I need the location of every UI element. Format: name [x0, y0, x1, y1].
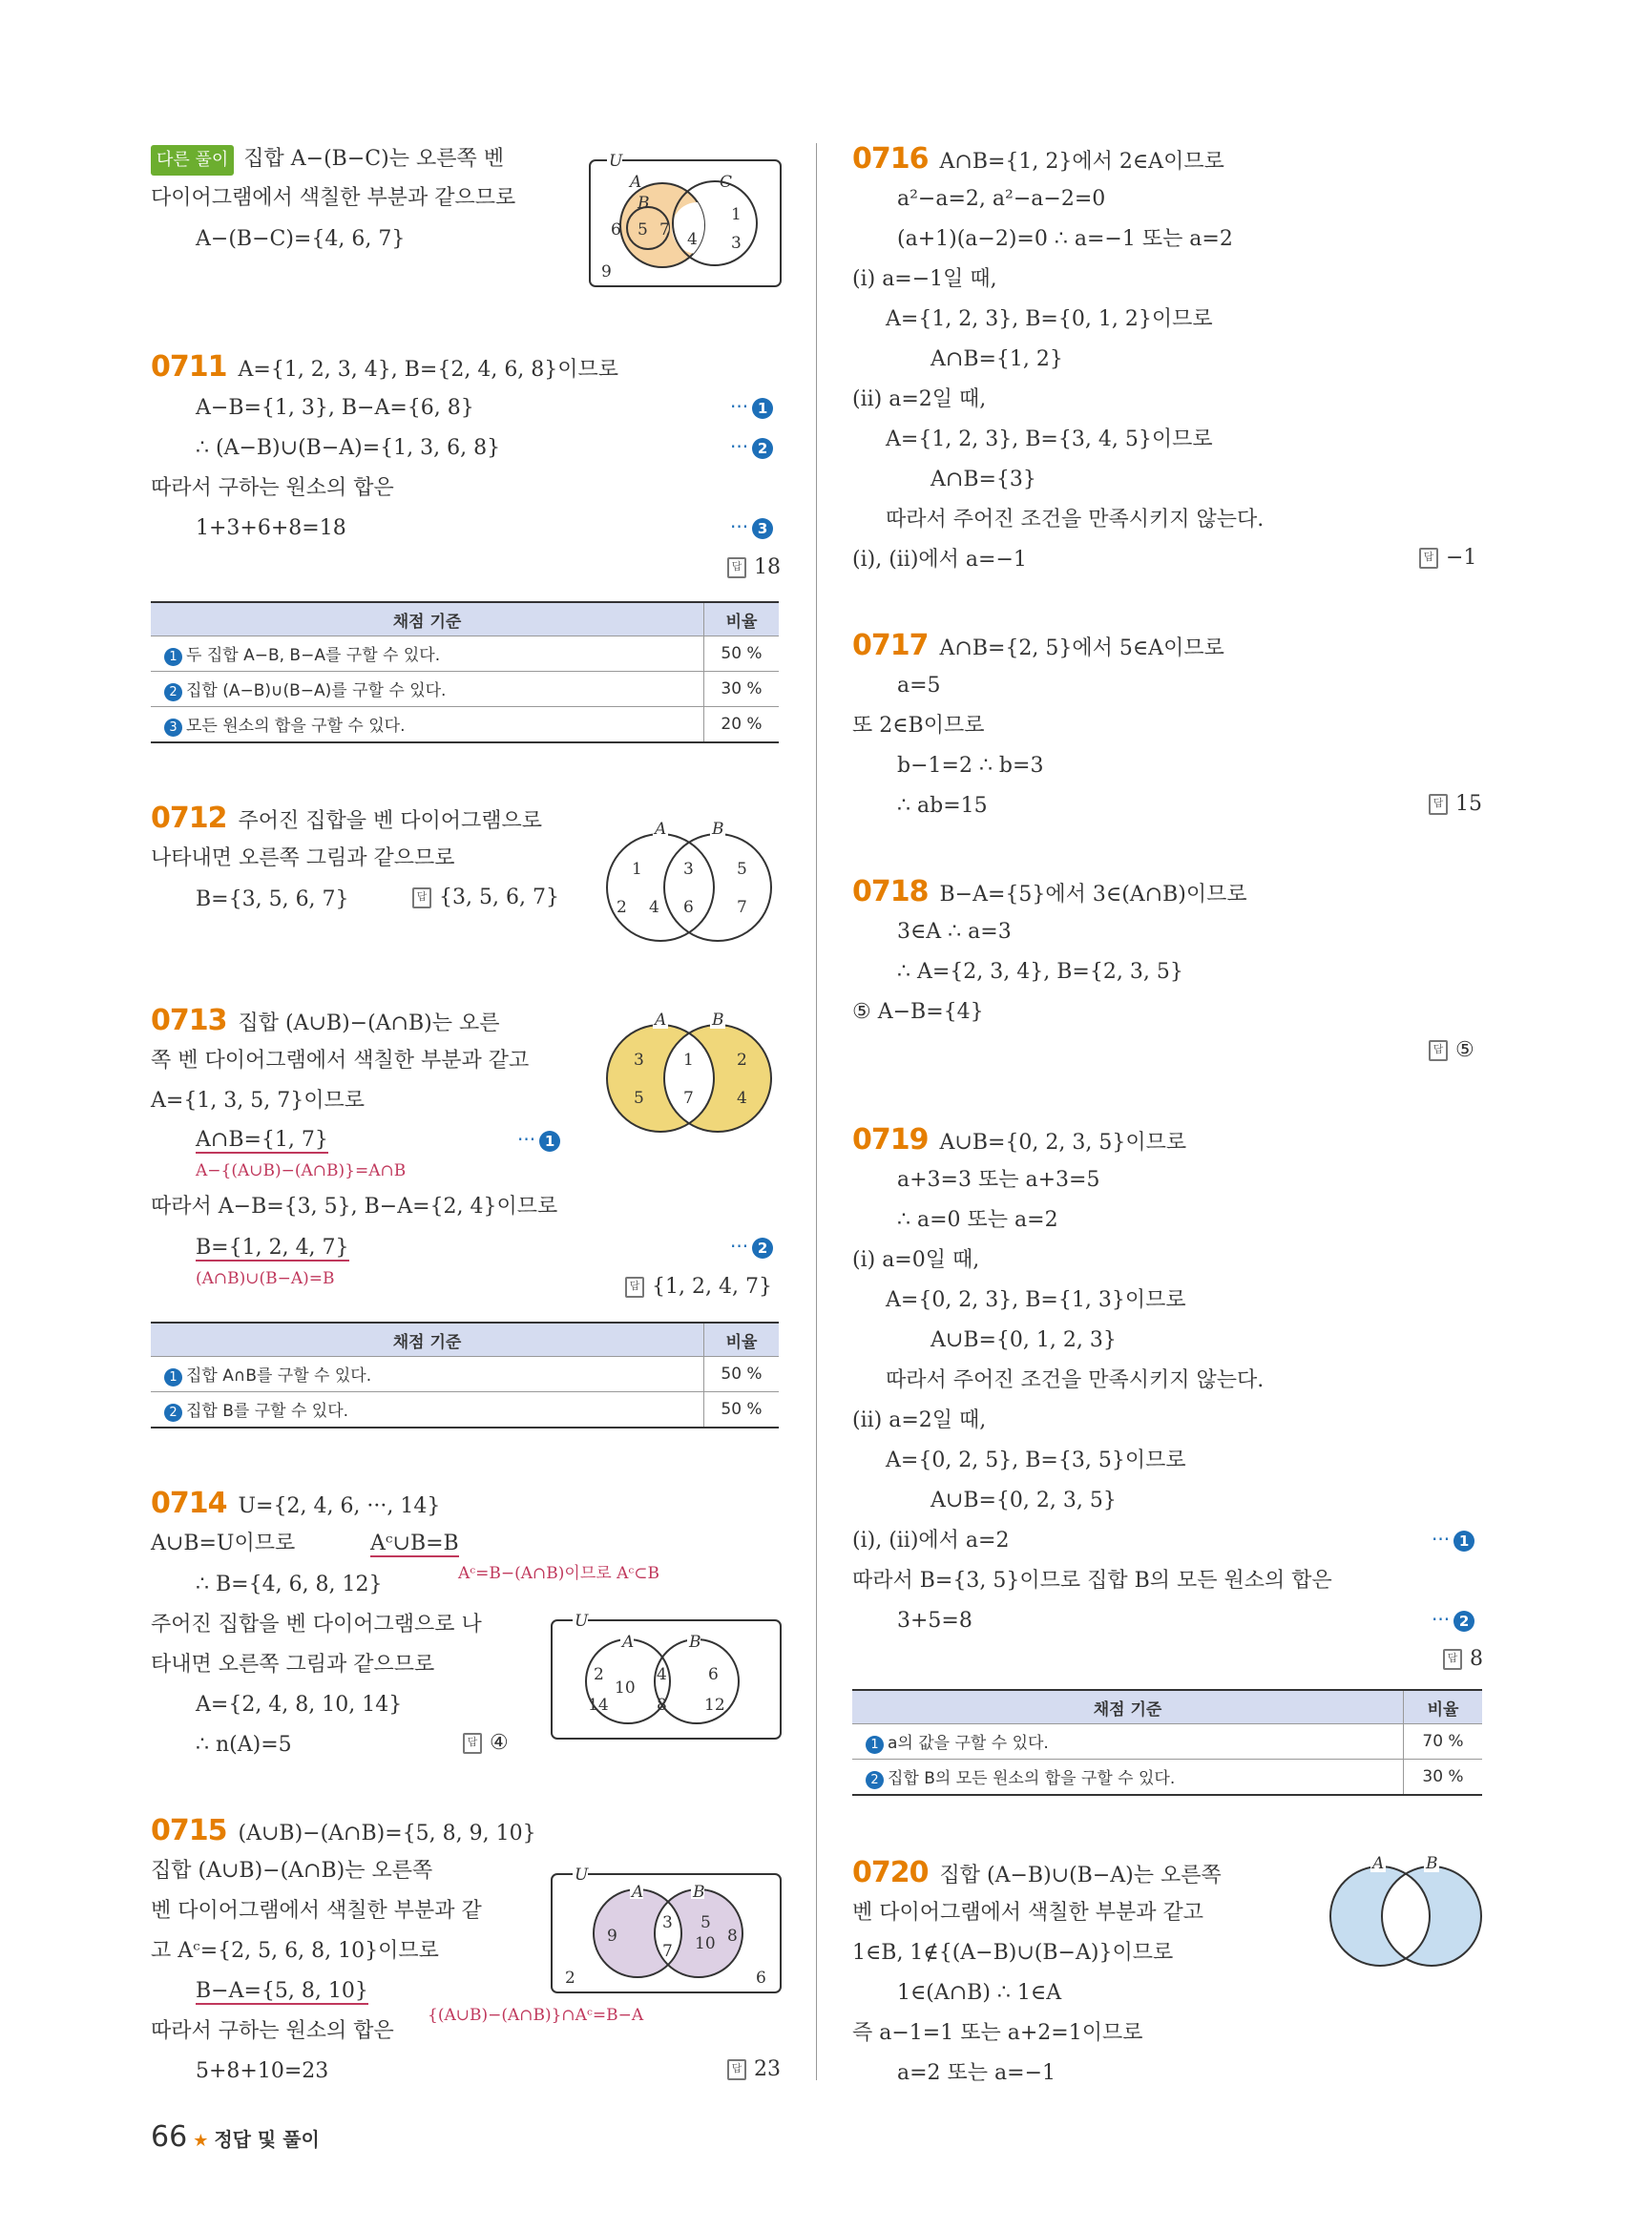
alt-solution-badge: 다른 풀이	[151, 145, 234, 176]
problem-number: 0716	[852, 142, 929, 176]
svg-text:7: 7	[659, 220, 670, 240]
answer: 답 8	[1443, 1647, 1483, 1671]
svg-text:6: 6	[611, 220, 621, 240]
annotation-note: Aᶜ=B−(A∩B)이므로 Aᶜ⊂B	[458, 1564, 659, 1583]
problem-number: 0712	[151, 802, 227, 835]
svg-text:B: B	[712, 1011, 724, 1030]
svg-text:A: A	[622, 1633, 635, 1652]
venn-diagram-alt	[588, 153, 784, 292]
venn-diagram-0714	[550, 1611, 784, 1744]
answer-icon: 답	[727, 2059, 746, 2080]
svg-text:4: 4	[657, 1665, 667, 1684]
svg-text:6: 6	[756, 1969, 766, 1988]
svg-text:5: 5	[638, 220, 648, 240]
svg-text:3: 3	[683, 860, 694, 879]
table-row: 2 집합 (A−B)∪(B−A)를 구할 수 있다. 30 %	[151, 672, 779, 707]
svg-text:U: U	[575, 1866, 589, 1885]
svg-text:7: 7	[683, 1089, 694, 1108]
answer: 답 18	[727, 555, 781, 579]
svg-text:10: 10	[615, 1678, 636, 1698]
answer: 답 ④	[463, 1731, 509, 1755]
footer-label: 정답 및 풀이	[214, 2128, 320, 2151]
svg-text:1: 1	[731, 205, 742, 224]
svg-text:10: 10	[695, 1934, 716, 1953]
svg-text:2: 2	[594, 1665, 604, 1684]
answer-icon: 답	[412, 887, 431, 908]
problem-number: 0717	[852, 629, 929, 662]
svg-text:A: A	[655, 821, 667, 839]
page-number: 66	[151, 2120, 188, 2154]
venn-diagram-0715	[550, 1865, 784, 1998]
answer-icon: 답	[1443, 1649, 1462, 1670]
table-row: 1 집합 A∩B를 구할 수 있다. 50 %	[151, 1357, 779, 1392]
answer-icon: 답	[625, 1277, 644, 1298]
answer-icon: 답	[1419, 548, 1438, 569]
svg-text:9: 9	[601, 262, 612, 281]
svg-text:14: 14	[588, 1696, 609, 1715]
svg-text:7: 7	[737, 898, 747, 917]
step-marker: ··· 2	[730, 435, 773, 459]
svg-text:5: 5	[634, 1089, 644, 1108]
column-divider	[816, 143, 817, 2080]
answer: 답 {1, 2, 4, 7}	[625, 1275, 772, 1299]
step-marker: ··· 1	[730, 395, 773, 419]
answer: 답 15	[1429, 792, 1482, 816]
svg-text:4: 4	[687, 230, 698, 249]
problem-number: 0720	[852, 1856, 929, 1889]
step-marker: ··· 1	[517, 1128, 560, 1152]
grading-table: 채점 기준 비율 1 a의 값을 구할 수 있다. 70 % 2 집합 B의 모든 원소의 합을 구할 수 있다. 30 %	[852, 1689, 1482, 1796]
grading-table: 채점 기준 비율 1 집합 A∩B를 구할 수 있다. 50 % 2 집합 B를 구할 수 있다. 50 %	[151, 1322, 779, 1428]
problem-number: 0713	[151, 1004, 227, 1037]
problem-number: 0718	[852, 875, 929, 908]
answer-icon: 답	[727, 557, 746, 578]
svg-text:7: 7	[662, 1942, 673, 1961]
answer: 답 23	[727, 2057, 781, 2081]
table-row: 1 a의 값을 구할 수 있다. 70 %	[852, 1724, 1482, 1760]
svg-text:C: C	[720, 173, 733, 192]
svg-text:3: 3	[731, 234, 742, 253]
svg-text:8: 8	[727, 1927, 738, 1946]
page-footer	[151, 2120, 320, 2154]
venn-diagram-0713	[601, 1011, 783, 1136]
svg-text:1: 1	[632, 860, 642, 879]
svg-text:A: A	[632, 1883, 644, 1902]
annotation-note: (A∩B)∪(B−A)=B	[196, 1269, 335, 1288]
svg-text:5: 5	[701, 1913, 711, 1932]
svg-text:8: 8	[657, 1696, 667, 1715]
star-icon: ★	[193, 2131, 209, 2151]
venn-label-u: U	[609, 153, 623, 171]
svg-text:B: B	[689, 1633, 701, 1652]
svg-text:9: 9	[607, 1927, 617, 1946]
svg-text:B: B	[693, 1883, 705, 1902]
svg-text:B: B	[712, 821, 724, 839]
svg-text:A: A	[1372, 1855, 1385, 1873]
problem-number: 0719	[852, 1123, 929, 1157]
step-marker: ··· 3	[730, 515, 773, 539]
svg-text:A: A	[655, 1011, 667, 1030]
step-marker: ··· 1	[1432, 1528, 1474, 1552]
answer: 답 ⑤	[1429, 1038, 1474, 1062]
problem-number: 0715	[151, 1814, 227, 1847]
answer-icon: 답	[463, 1733, 482, 1754]
table-row: 1 두 집합 A−B, B−A를 구할 수 있다. 50 %	[151, 636, 779, 672]
annotation-note: {(A∪B)−(A∩B)}∩Aᶜ=B−A	[428, 2006, 644, 2025]
answer-icon: 답	[1429, 1040, 1448, 1061]
svg-text:2: 2	[565, 1969, 575, 1988]
table-row: 2 집합 B를 구할 수 있다. 50 %	[151, 1392, 779, 1428]
answer-icon: 답	[1429, 794, 1448, 815]
table-row: 3 모든 원소의 합을 구할 수 있다. 20 %	[151, 707, 779, 743]
answer: 답 −1	[1419, 546, 1476, 570]
svg-text:B: B	[638, 194, 650, 213]
svg-text:3: 3	[634, 1051, 644, 1070]
svg-text:A: A	[630, 173, 642, 192]
annotation-note: A−{(A∪B)−(A∩B)}=A∩B	[196, 1161, 407, 1180]
step-marker: ··· 2	[1432, 1608, 1474, 1632]
svg-text:U: U	[575, 1612, 589, 1631]
svg-text:6: 6	[683, 898, 694, 917]
table-row: 2 집합 B의 모든 원소의 합을 구할 수 있다. 30 %	[852, 1760, 1482, 1796]
svg-text:12: 12	[704, 1696, 725, 1715]
svg-text:4: 4	[649, 898, 659, 917]
svg-text:3: 3	[662, 1913, 673, 1932]
venn-diagram-0720	[1325, 1855, 1487, 1973]
answer: 답 {3, 5, 6, 7}	[412, 886, 559, 909]
svg-text:5: 5	[737, 860, 747, 879]
problem-number: 0714	[151, 1487, 227, 1520]
grading-table: 채점 기준 비율 1 두 집합 A−B, B−A를 구할 수 있다. 50 % 2 집합 (A−B)∪(B−A)를 구할 수 있다. 30 % 3 모든 원소의 합을 구할 수 있다. 20 %	[151, 601, 779, 743]
step-marker: ··· 2	[730, 1235, 773, 1259]
svg-text:2: 2	[617, 898, 627, 917]
problem-number: 0711	[151, 350, 227, 384]
svg-text:B: B	[1426, 1855, 1438, 1873]
svg-text:6: 6	[708, 1665, 719, 1684]
svg-text:2: 2	[737, 1051, 747, 1070]
venn-diagram-0712	[601, 821, 783, 945]
svg-text:1: 1	[683, 1051, 694, 1070]
svg-text:4: 4	[737, 1089, 747, 1108]
